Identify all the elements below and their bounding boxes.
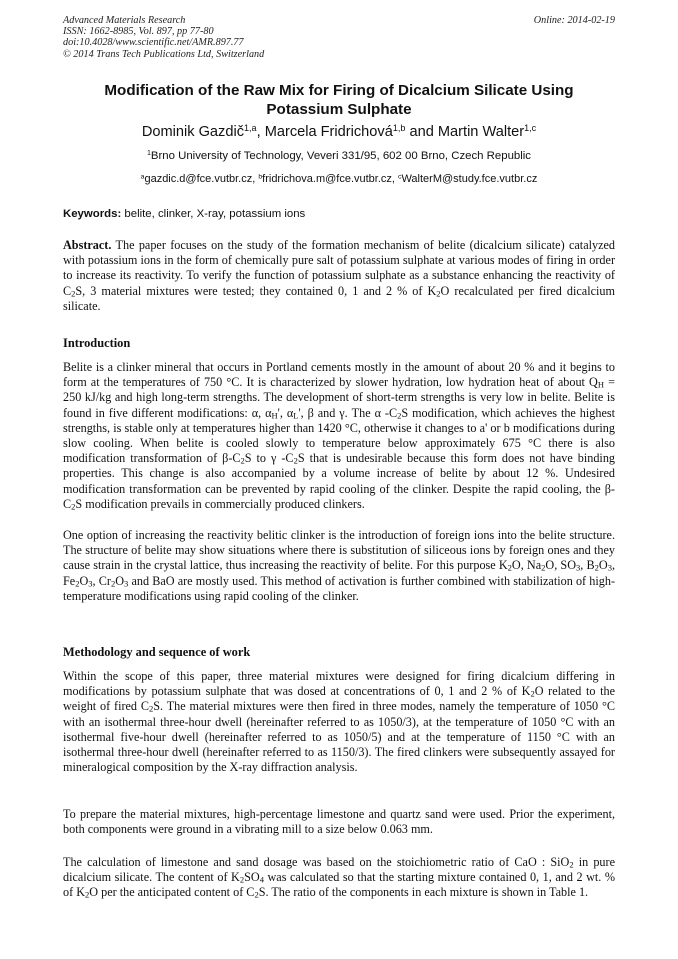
subscript: 2: [254, 889, 259, 900]
title-line-1: Modification of the Raw Mix for Firing of Dicalcium Silicate Using: [104, 82, 574, 99]
author-affil-mark: 1,a: [244, 123, 257, 134]
email-address[interactable]: WalterM@study.fce.vutbr.cz: [401, 173, 538, 185]
subscript: 2: [71, 287, 76, 298]
page-header: [63, 15, 615, 60]
subscript: 2: [240, 455, 245, 466]
affiliation-text: Brno University of Technology, Veveri 331/95, 602 00 Brno, Czech Republic: [150, 150, 532, 162]
subscript: 2: [541, 562, 546, 573]
subscript: 2: [85, 889, 90, 900]
subscript: 2: [149, 703, 154, 714]
subscript: 2: [239, 874, 245, 885]
subscript: 2: [397, 409, 402, 420]
doi-line: doi:10.4028/www.scientific.net/AMR.897.77: [63, 37, 244, 49]
online-date: Online: 2014-02-19: [533, 15, 615, 26]
author-affil-mark: 1,b: [392, 123, 406, 134]
keywords: [63, 207, 615, 221]
section-heading-methodology: Methodology and sequence of work: [63, 645, 251, 659]
affiliation-mark: 1: [146, 150, 151, 158]
subscript: H: [271, 409, 278, 420]
subscript: 3: [607, 562, 612, 573]
keywords-text: belite, clinker, X-ray, potassium ions: [124, 208, 306, 220]
subscript: 2: [507, 562, 512, 573]
author-separator: ,: [256, 124, 265, 140]
subscript: 2: [594, 562, 599, 573]
email-mark: b: [258, 173, 263, 181]
journal-name: Advanced Materials Research: [63, 15, 186, 26]
method-paragraph-1: Within the scope of this paper, three material mixtures were designed for firing dicalcium differing in modifications by potassium sulphate that was dosed at concentrations of 0, 1 and 2 % of $K_2O$ related to the weight of fired $C_2S$. The material mixtures were then fired in three modes, namely the temperature of 1050 °C with an isothermal three-hour dwell (hereinafter referred to as 1050/3), at the temperature of 1050 °C with an isothermal five-hour dwell (hereinafter referred to as 1050/5) and at the temperature of 1150 °C with an isothermal three-hour dwell (hereinafter referred to as 1150/3). The fired clinkers were subsequently assayed for mineralogical composition by the X-ray diffraction analysis.: [63, 669, 615, 775]
paper-title: [63, 81, 615, 119]
email-address[interactable]: gazdic.d@fce.vutbr.cz: [144, 173, 253, 185]
author-name: Dominik Gazdič: [141, 124, 244, 140]
author-separator: and: [405, 124, 438, 140]
subscript: 3: [576, 562, 581, 573]
subscript: 2: [436, 287, 441, 298]
author-affil-mark: 1,c: [524, 123, 537, 134]
email-address[interactable]: fridrichova.m@fce.vutbr.cz: [262, 173, 392, 185]
subscript: 2: [569, 859, 574, 870]
subscript: 2: [71, 501, 76, 512]
intro-paragraph-2: One option of increasing the reactivity belitic clinker is the introduction of foreign ions into the belite structure. The structure of belite may show situations where there is substitution of siliceous ions by foreign ones and they cause strain in the crystal lattice, thus increasing the reactivity of belite. For this purpose $K_2O$, $Na_2O$, $SO_3$, $B_2O_3$, $Fe_2O_3$, $Cr_2O_3$ and BaO are mostly used. This method of activation is further combined with stabilization of high-temperature modifications using rapid cooling of the clinker.: [63, 528, 615, 603]
author-3: [438, 124, 536, 140]
author-name: Marcela Fridrichová: [264, 124, 393, 140]
author-list: [63, 123, 615, 141]
author-name: Martin Walter: [437, 124, 525, 140]
affiliation: [63, 149, 615, 163]
email-separator: ,: [391, 173, 399, 185]
subscript: 3: [88, 577, 93, 588]
email-list: [63, 172, 615, 186]
intro-paragraph-1: Belite is a clinker mineral that occurs in Portland cements mostly in the amount of about 20 % and it begins to form at the temperatures of 750 °C. It is characterized by slower hydration, low hydration heat of about $Q_H = 250$ kJ/kg and high long-term strengths. The development of short-term strengths is very low in belite. Belite is found in five different modifications: α, $\alpha_H'$, $\alpha_L'$, β and γ. The α $-C_2S$ modification, which achieves the highest strengths, is stable only at temperatures higher than 1420 °C, otherwise it changes to a' or b modifications during slow cooling. When belite is cooled slowly to temperature below approximately 675 °C there is also modification transformation of $\beta-C_2S$ to γ $-C_2S$ that is undesirable because this form does not have binding properties. This change is also accompanied by a volume increase of belite by about 12 %. Undesired modification transformation can be prevented by rapid cooling of the clinker. Despite the rapid cooling, the $\beta-C_2S$ modification prevails in commercially produced clinkers.: [63, 360, 616, 512]
subscript: 2: [530, 688, 535, 699]
subscript: 2: [110, 577, 116, 588]
subscript: 3: [124, 577, 129, 588]
title-line-2: Potassium Sulphate: [266, 101, 412, 118]
abstract-text: The paper focuses on the study of the formation mechanism of belite (dicalcium silicate) catalyzed with potassium ions in the form of chemically pure salt of potassium sulphate at various modes of firing in order to increase its reactivity. To verify the function of potassium sulphate as a substance enhancing the reactivity of $C_2S$, 3 material mixtures were tested; they contained 0, 1 and 2 % of $K_2O$ recalculated per fired dicalcium silicate.: [63, 238, 615, 313]
subscript: 2: [293, 455, 298, 466]
email-mark: a: [140, 173, 145, 181]
subscript: L: [293, 409, 299, 420]
author-1: [142, 124, 265, 140]
subscript: 2: [75, 577, 80, 588]
email-mark: c: [398, 173, 402, 181]
email-separator: ,: [252, 173, 259, 185]
method-paragraph-2: To prepare the material mixtures, high-percentage limestone and quartz sand were used. Prior the experiment, both components were ground in a vibrating mill to a size below 0.063 mm.: [63, 807, 615, 837]
section-heading-introduction: Introduction: [63, 336, 131, 350]
method-paragraph-3: The calculation of limestone and sand dosage was based on the stoichiometric ratio of CaO : SiO$_2$ in pure dicalcium silicate. The content of $K_2SO_4$ was calculated so that the starting mixture contained 0, 1, and 2 wt. % of $K_2O$ per the anticipated content of $C_2S$. The ratio of the components in each mixture is shown in Table 1.: [63, 855, 615, 900]
subscript: H: [597, 379, 605, 390]
keywords-label: Keywords:: [63, 208, 122, 220]
abstract: [63, 238, 615, 314]
author-2: [265, 124, 438, 140]
abstract-label: Abstract.: [63, 238, 112, 252]
copyright-line: © 2014 Trans Tech Publications Ltd, Switzerland: [63, 48, 265, 60]
subscript: 4: [259, 874, 264, 885]
issn-line: ISSN: 1662-8985, Vol. 897, pp 77-80: [63, 26, 214, 38]
